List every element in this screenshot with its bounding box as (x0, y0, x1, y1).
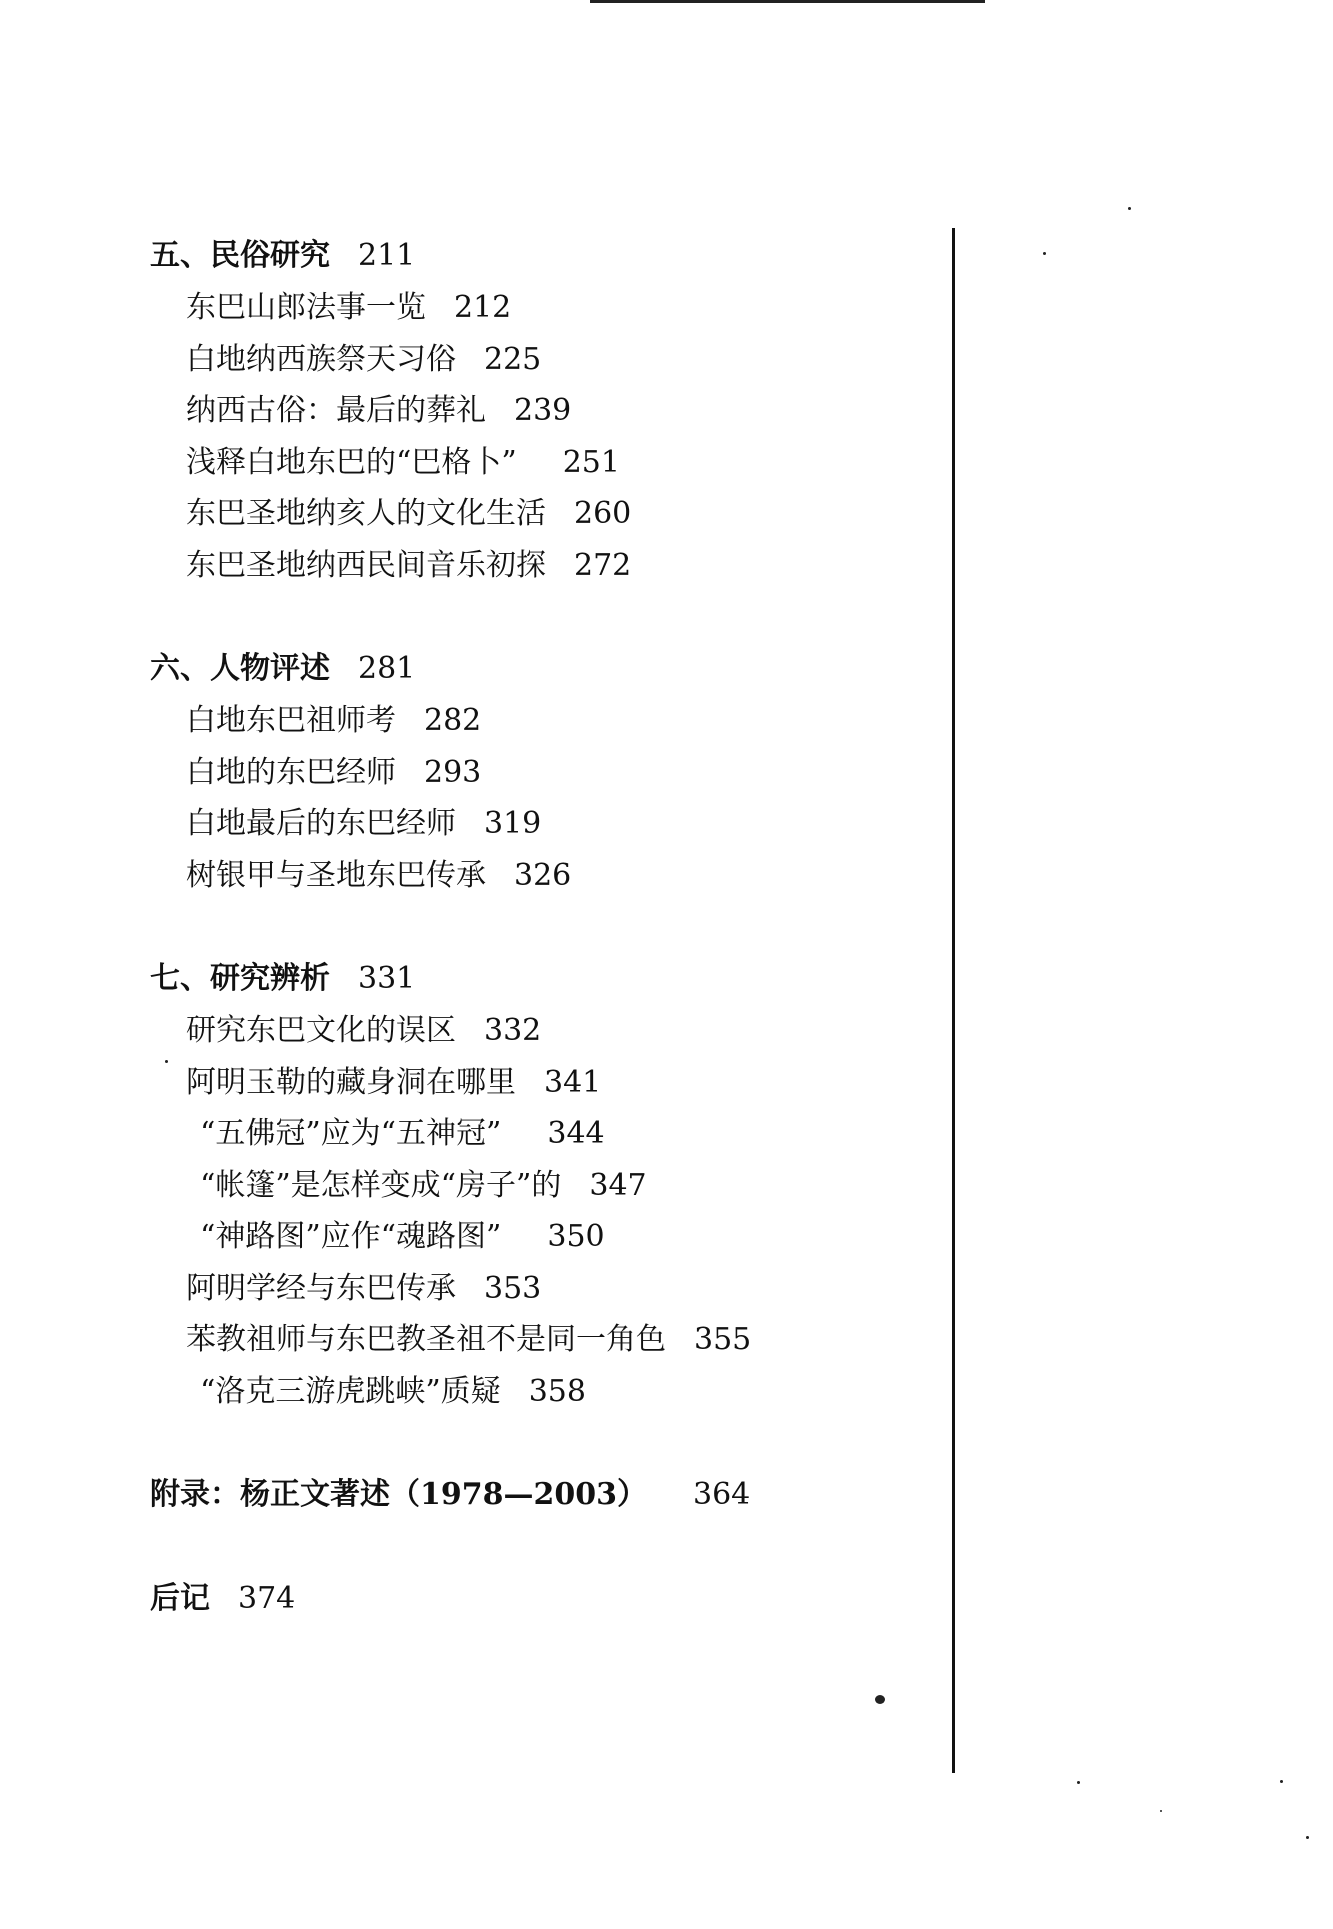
toc-entry[interactable] (150, 695, 940, 747)
toc-entry[interactable] (150, 334, 940, 386)
appendix-title: 附录：杨正文著述（1978—2003） (150, 1477, 647, 1512)
entry-title: “五佛冠”应为“五神冠” (200, 1116, 502, 1151)
section-title: 七、研究辨析 (150, 961, 330, 996)
entry-title: 东巴圣地纳西民间音乐初探 (186, 547, 546, 583)
toc-entry[interactable] (150, 488, 940, 540)
toc-entry[interactable] (150, 282, 940, 334)
page-number: 225 (484, 341, 542, 377)
entry-title: 苯教祖师与东巴教圣祖不是同一角色 (186, 1322, 666, 1357)
toc-entry[interactable] (150, 1108, 940, 1160)
scan-speck (1306, 1836, 1309, 1839)
page-number: 344 (547, 1116, 605, 1151)
section-heading[interactable] (150, 953, 940, 1005)
toc-section-folk-customs (150, 230, 940, 591)
toc-entry[interactable] (150, 850, 940, 902)
page-number: 211 (358, 238, 416, 273)
entry-title: 东巴山郎法事一览 (186, 290, 426, 325)
toc-entry[interactable] (150, 1057, 940, 1109)
toc-appendix (150, 1469, 940, 1521)
section-title: 五、民俗研究 (150, 238, 330, 273)
entry-title: 研究东巴文化的误区 (186, 1013, 456, 1048)
page-number: 347 (589, 1167, 647, 1203)
entry-title: 纳西古俗：最后的葬礼 (186, 393, 486, 428)
scan-speck (875, 1695, 885, 1704)
page-number: 260 (574, 496, 632, 531)
scan-speck (1160, 1810, 1162, 1812)
page-number: 326 (514, 857, 572, 893)
toc-entry[interactable] (150, 437, 940, 489)
toc-entry[interactable] (150, 1263, 940, 1315)
page-number: 374 (238, 1581, 296, 1616)
page-number: 364 (693, 1477, 751, 1512)
entry-title: “洛克三游虎跳峡”质疑 (200, 1373, 501, 1409)
toc-entry[interactable] (150, 385, 940, 437)
toc-afterword (150, 1573, 940, 1625)
page-number: 212 (454, 290, 512, 325)
entry-title: 阿明学经与东巴传承 (186, 1270, 456, 1306)
table-of-contents (150, 230, 940, 1677)
section-heading[interactable] (150, 230, 940, 282)
page-number: 251 (562, 444, 620, 480)
scan-speck (165, 1060, 168, 1063)
toc-entry[interactable] (150, 1005, 940, 1057)
entry-title: 浅释白地东巴的“巴格卜” (186, 444, 517, 480)
appendix-entry[interactable] (150, 1469, 940, 1521)
entry-title: 白地纳西族祭天习俗 (186, 341, 456, 377)
toc-entry[interactable] (150, 1314, 940, 1366)
toc-section-biographies (150, 643, 940, 901)
toc-section-research-analysis (150, 953, 940, 1417)
entry-title: “神路图”应作“魂路图” (200, 1219, 502, 1254)
entry-title: 树银甲与圣地东巴传承 (186, 857, 486, 893)
toc-entry[interactable] (150, 798, 940, 850)
page-number: 272 (574, 547, 632, 583)
toc-entry[interactable] (150, 1366, 940, 1418)
page-number: 282 (424, 703, 482, 738)
afterword-title: 后记 (150, 1581, 210, 1616)
margin-rule (952, 228, 955, 1773)
page-number: 355 (694, 1322, 752, 1357)
page-number: 239 (514, 393, 572, 428)
entry-title: 白地的东巴经师 (186, 754, 396, 790)
scan-speck (1280, 1780, 1283, 1783)
scan-speck (1077, 1781, 1080, 1784)
page-number: 332 (484, 1013, 542, 1048)
toc-entry[interactable] (150, 540, 940, 592)
page-number: 358 (528, 1373, 586, 1409)
afterword-entry[interactable] (150, 1573, 940, 1625)
toc-entry[interactable] (150, 1211, 940, 1263)
page-number: 350 (547, 1219, 605, 1254)
top-edge-rule (590, 0, 985, 3)
page-number: 331 (358, 961, 416, 996)
page-number: 353 (484, 1270, 542, 1306)
scan-speck (1128, 207, 1131, 210)
entry-title: 白地东巴祖师考 (186, 703, 396, 738)
toc-entry[interactable] (150, 747, 940, 799)
entry-title: 东巴圣地纳亥人的文化生活 (186, 496, 546, 531)
page-number: 319 (484, 806, 542, 841)
entry-title: 白地最后的东巴经师 (186, 806, 456, 841)
entry-title: “帐篷”是怎样变成“房子”的 (200, 1167, 562, 1203)
section-title: 六、人物评述 (150, 651, 330, 686)
scan-speck (1043, 252, 1046, 255)
page-number: 281 (358, 651, 416, 686)
section-heading[interactable] (150, 643, 940, 695)
page-number: 341 (544, 1064, 602, 1100)
entry-title: 阿明玉勒的藏身洞在哪里 (186, 1064, 516, 1100)
page-number: 293 (424, 754, 482, 790)
toc-entry[interactable] (150, 1160, 940, 1212)
